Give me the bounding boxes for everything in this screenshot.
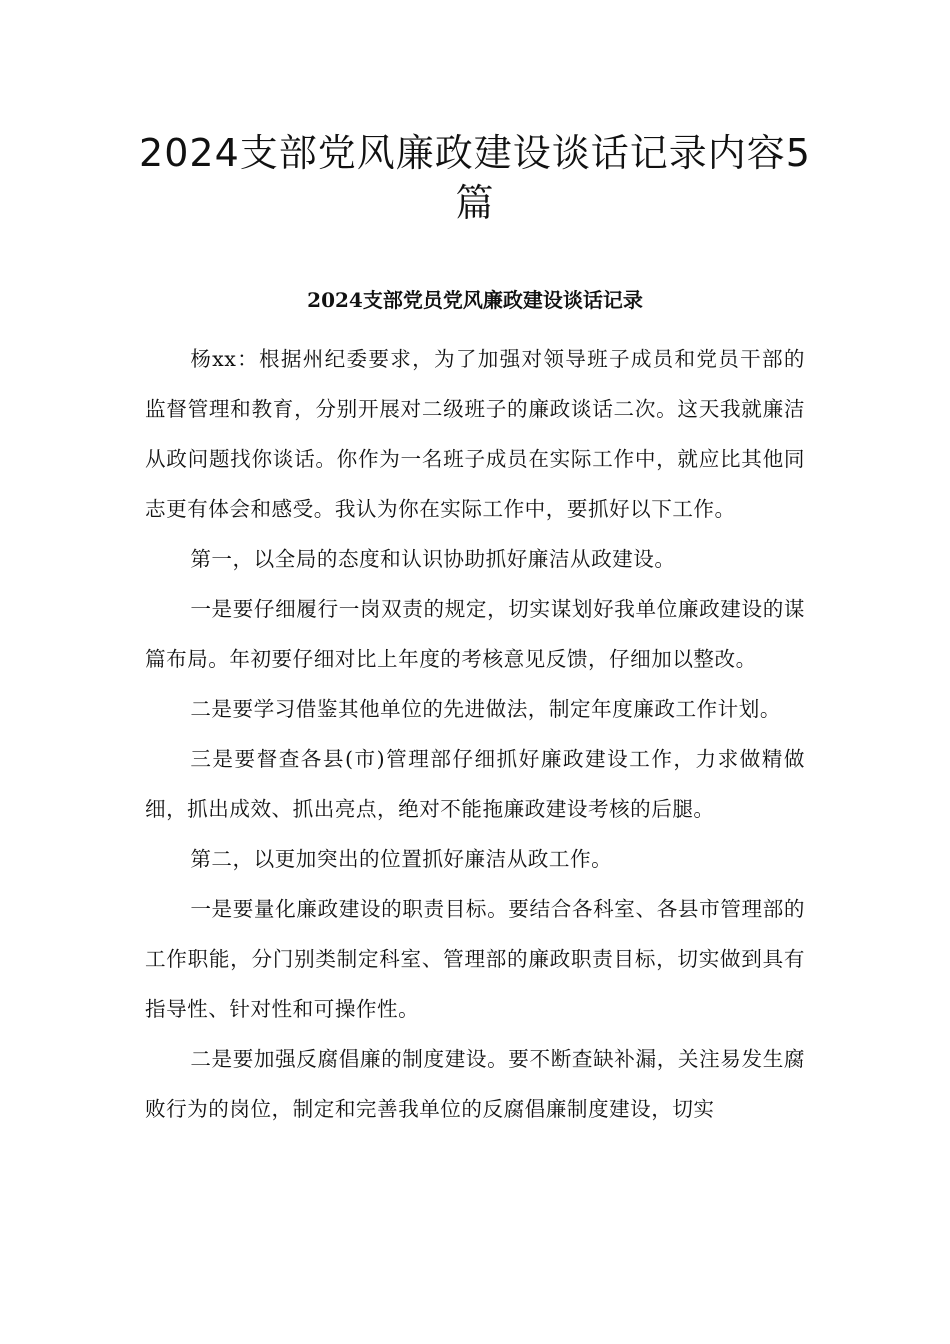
paragraph: 第一，以全局的态度和认识协助抓好廉洁从政建设。 [190, 547, 676, 571]
document-body [145, 334, 805, 1134]
paragraph: 杨xx：根据州纪委要求，为了加强对领导班子成员和党员干部的监督管理和教育，分别开展对二级班子的廉政谈话二次。这天我就廉洁从政问题找你谈话。你作为一名班子成员在实际工作中，就应比其他同志更有体会和感受。我认为你在实际工作中，要抓好以下工作。 [145, 347, 805, 521]
paragraph: 一是要量化廉政建设的职责目标。要结合各科室、各县市管理部的工作职能，分门别类制定科室、管理部的廉政职责目标，切实做到具有指导性、针对性和可操作性。 [145, 897, 805, 1021]
paragraph: 一是要仔细履行一岗双责的规定，切实谋划好我单位廉政建设的谋篇布局。年初要仔细对比上年度的考核意见反馈，仔细加以整改。 [145, 597, 805, 671]
paragraph: 三是要督查各县(市)管理部仔细抓好廉政建设工作，力求做精做细，抓出成效、抓出亮点，绝对不能拖廉政建设考核的后腿。 [145, 747, 805, 821]
document-title: 2024支部党风廉政建设谈话记录内容5篇 [139, 131, 811, 225]
paragraph: 二是要学习借鉴其他单位的先进做法，制定年度廉政工作计划。 [190, 697, 781, 721]
document-subtitle: 2024支部党员党风廉政建设谈话记录 [307, 288, 643, 312]
paragraph: 二是要加强反腐倡廉的制度建设。要不断查缺补漏，关注易发生腐败行为的岗位，制定和完善我单位的反腐倡廉制度建设，切实 [145, 1047, 805, 1121]
paragraph: 第二，以更加突出的位置抓好廉洁从政工作。 [190, 847, 613, 871]
